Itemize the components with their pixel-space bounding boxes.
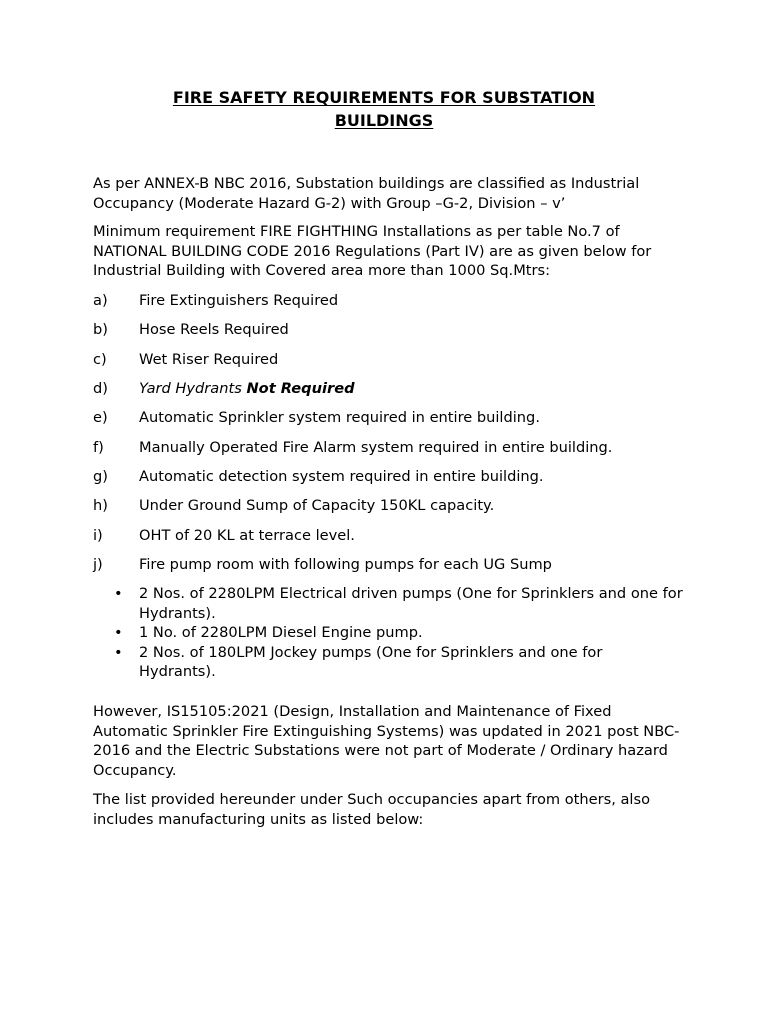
list-marker: a) [93,292,108,309]
list-text-italic: Yard Hydrants [139,380,247,397]
bullet-item-diesel-pump [93,623,683,643]
list-text-emphasis: Not Required [246,380,355,397]
bullet-dot: • [114,585,123,602]
list-text: Under Ground Sump of Capacity 150KL capacity. [139,497,495,514]
bullet-text: 2 Nos. of 180LPM Jockey pumps (One for Sprinklers and one for Hydrants). [139,643,603,680]
list-marker: b) [93,321,108,338]
list-marker: c) [93,351,107,368]
bullet-dot: • [114,624,123,641]
bullet-item-electrical-pumps [93,584,683,623]
list-marker: j) [93,556,103,573]
list-marker: i) [93,527,103,544]
list-text: OHT of 20 KL at terrace level. [139,527,355,544]
list-text: Automatic Sprinkler system required in entire building. [139,409,540,426]
list-text: Wet Riser Required [139,351,279,368]
bullet-text: 2 Nos. of 2280LPM Electrical driven pumps (One for Sprinklers and one for Hydrants). [139,585,683,622]
list-text [139,379,355,399]
list-text: Manually Operated Fire Alarm system required in entire building. [139,439,613,456]
paragraph-is15105-update: However, IS15105:2021 (Design, Installation and Maintenance of Fixed Automatic Sprinkler Fire Extinguishing Systems) was updated in 2021 post NBC-2016 and the Electric Substations were not part of Moderate / Ordinary hazard Occupancy. [93,703,680,779]
paragraph-minimum-requirement: Minimum requirement FIRE FIGHTHING Installations as per table No.7 of NATIONAL BUILDING CODE 2016 Regulations (Part IV) are as given below for Industrial Building with Covered area more than 1000 Sq.Mtrs: [93,223,652,279]
title-line-1: FIRE SAFETY REQUIREMENTS FOR SUBSTATION [172,88,596,107]
paragraph-occupancy-list-intro: The list provided hereunder under Such occupancies apart from others, also includes manufacturing units as listed below: [93,791,651,828]
list-marker: d) [93,380,108,397]
bullet-dot: • [114,643,123,661]
list-marker: h) [93,497,108,514]
bullet-text: 1 No. of 2280LPM Diesel Engine pump. [139,624,423,641]
list-marker: e) [93,409,108,426]
list-text: Fire pump room with following pumps for each UG Sump [139,556,552,573]
title-line-2: BUILDINGS [334,111,434,130]
list-marker: g) [93,468,108,485]
bullet-item-jockey-pumps [93,643,683,682]
paragraph-classification: As per ANNEX-B NBC 2016, Substation buildings are classified as Industrial Occupancy (Moderate Hazard G-2) with Group –G-2, Division – v’ [93,175,640,212]
list-marker: f) [93,439,104,456]
list-text: Automatic detection system required in entire building. [139,468,544,485]
list-text: Hose Reels Required [139,321,289,338]
document-title [120,86,648,132]
pump-bullet-list [93,584,683,682]
list-text: Fire Extinguishers Required [139,292,339,309]
